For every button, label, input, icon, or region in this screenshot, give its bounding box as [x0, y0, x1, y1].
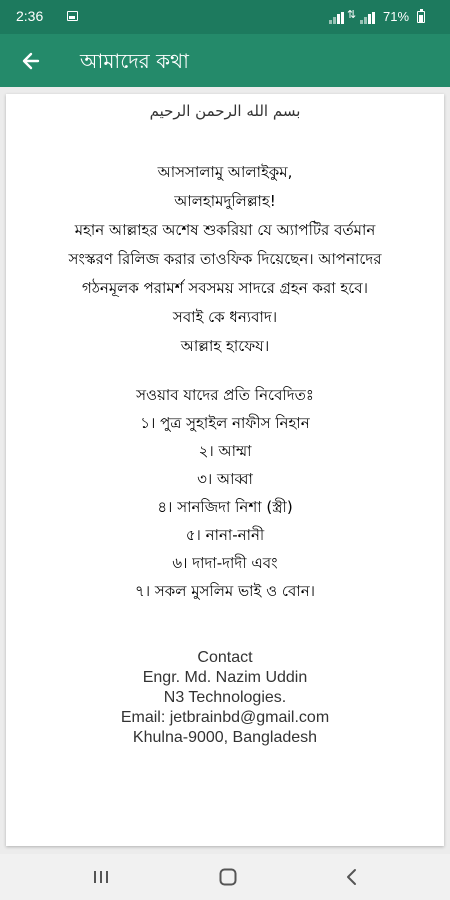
contact-address: Khulna-9000, Bangladesh	[132, 729, 318, 746]
status-time: 2:36	[16, 8, 44, 24]
dedication-block	[6, 381, 444, 605]
greeting-line: আসসালামু আলাইকুম,	[157, 163, 293, 181]
app-bar	[0, 34, 450, 87]
contact-email: Email: jetbrainbd@gmail.com	[120, 709, 330, 726]
greeting-block	[6, 158, 444, 361]
back-button[interactable]	[10, 40, 52, 82]
page-title: আমাদের কথা	[80, 49, 189, 73]
recents-button[interactable]	[79, 862, 123, 892]
dedication-heading: সওয়াব যাদের প্রতি নিবেদিতঃ	[136, 386, 314, 404]
back-icon	[342, 867, 362, 887]
system-back-button[interactable]	[330, 862, 374, 892]
contact-company: N3 Technologies.	[163, 689, 287, 706]
greeting-line: আল্লাহ হাফেয।	[180, 337, 270, 355]
greeting-line: মহান আল্লাহর অশেষ শুকরিয়া যে অ্যাপটির বর্তমান	[74, 221, 376, 239]
arrow-left-icon	[21, 51, 41, 71]
contact-block	[6, 648, 444, 748]
signal-icon	[360, 12, 376, 24]
dedication-item: ৬। দাদা-দাদী এবং	[172, 554, 278, 572]
dedication-item: ৩। আব্বা	[197, 470, 253, 488]
greeting-line: সংস্করণ রিলিজ করার তাওফিক দিয়েছেন। আপনাদের	[68, 250, 382, 268]
greeting-line: গঠনমূলক পরামর্শ সবসময় সাদরে গ্রহন করা হবে।	[82, 279, 368, 297]
recents-icon	[91, 867, 111, 887]
photo-icon	[67, 11, 78, 21]
home-button[interactable]	[206, 862, 250, 892]
data-arrows-icon: ⇅	[347, 8, 357, 21]
battery-percentage: 71%	[383, 9, 410, 24]
dedication-item: ৭। সকল মুসলিম ভাই ও বোন।	[134, 582, 316, 600]
navigation-bar	[0, 854, 450, 900]
home-icon	[218, 867, 238, 887]
battery-icon	[417, 11, 425, 23]
content-card	[6, 94, 444, 846]
status-bar	[0, 0, 450, 34]
greeting-line: আলহামদুলিল্লাহ!	[174, 192, 276, 210]
contact-heading: Contact	[197, 649, 253, 666]
signal-icon	[329, 12, 345, 24]
contact-name: Engr. Md. Nazim Uddin	[142, 669, 308, 686]
bismillah-text: بسم الله الرحمن الرحيم	[149, 102, 301, 120]
dedication-item: ১। পুত্র সুহাইল নাফীস নিহান	[140, 414, 310, 432]
dedication-item: ২। আম্মা	[198, 442, 252, 460]
dedication-item: ৫। নানা-নানী	[185, 526, 265, 544]
greeting-line: সবাই কে ধন্যবাদ।	[172, 308, 278, 326]
dedication-item: ৪। সানজিদা নিশা (স্ত্রী)	[157, 498, 293, 516]
